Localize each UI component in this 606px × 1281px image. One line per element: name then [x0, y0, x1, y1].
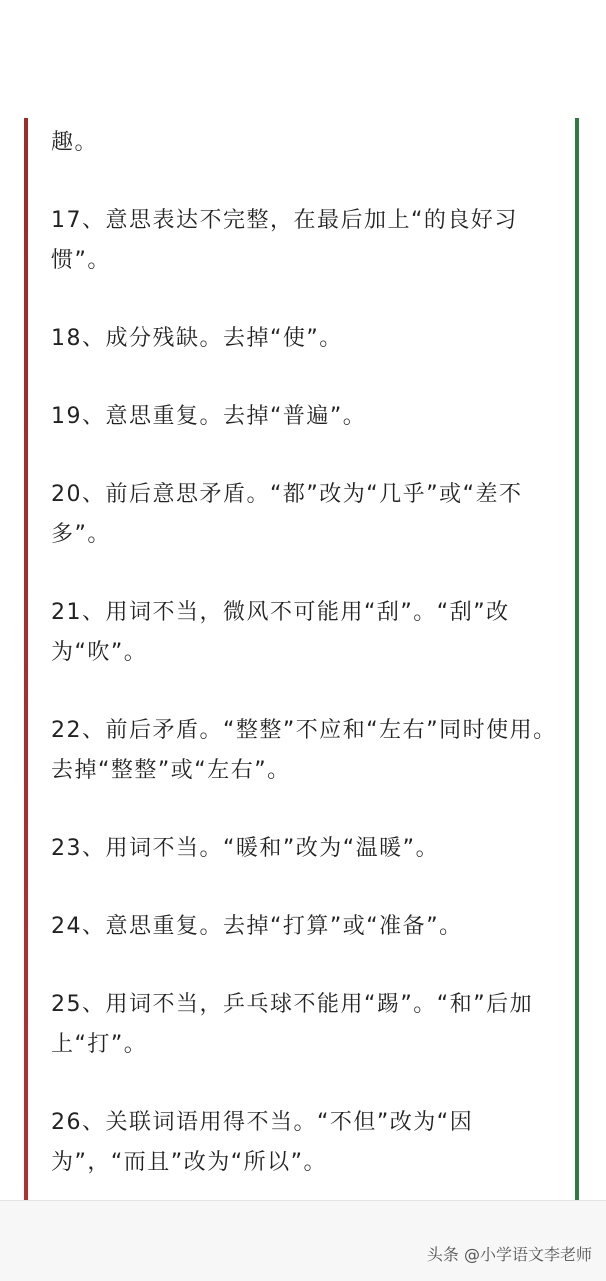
bottom-bar — [0, 1200, 606, 1281]
answer-18: 18、成分残缺。去掉“使”。 — [51, 326, 343, 351]
answer-21: 21、用词不当，微风不可能用“刮”。“刮”改为“吹”。 — [51, 600, 510, 665]
answer-25: 25、用词不当，乒乓球不能用“踢”。“和”后加上“打”。 — [51, 992, 534, 1057]
paragraph-continuation: 趣。 — [51, 130, 99, 155]
right-decorative-border — [575, 118, 579, 1200]
answer-17: 17、意思表达不完整，在最后加上“的良好习惯”。 — [51, 208, 518, 273]
answer-26: 26、关联词语用得不当。“不但”改为“因为”，“而且”改为“所以”。 — [51, 1110, 474, 1175]
answer-23: 23、用词不当。“暖和”改为“温暖”。 — [51, 836, 440, 861]
answer-22: 22、前后矛盾。“整整”不应和“左右”同时使用。去掉“整整”或“左右”。 — [51, 718, 557, 783]
answer-19: 19、意思重复。去掉“普遍”。 — [51, 404, 367, 429]
left-decorative-border — [24, 118, 28, 1200]
answer-20: 20、前后意思矛盾。“都”改为“几乎”或“差不多”。 — [51, 482, 523, 547]
answer-24: 24、意思重复。去掉“打算”或“准备”。 — [51, 914, 463, 939]
watermark-text: 头条 @小学语文李老师 — [426, 1245, 592, 1264]
article-content — [51, 118, 566, 1200]
top-blank-area — [0, 0, 606, 118]
